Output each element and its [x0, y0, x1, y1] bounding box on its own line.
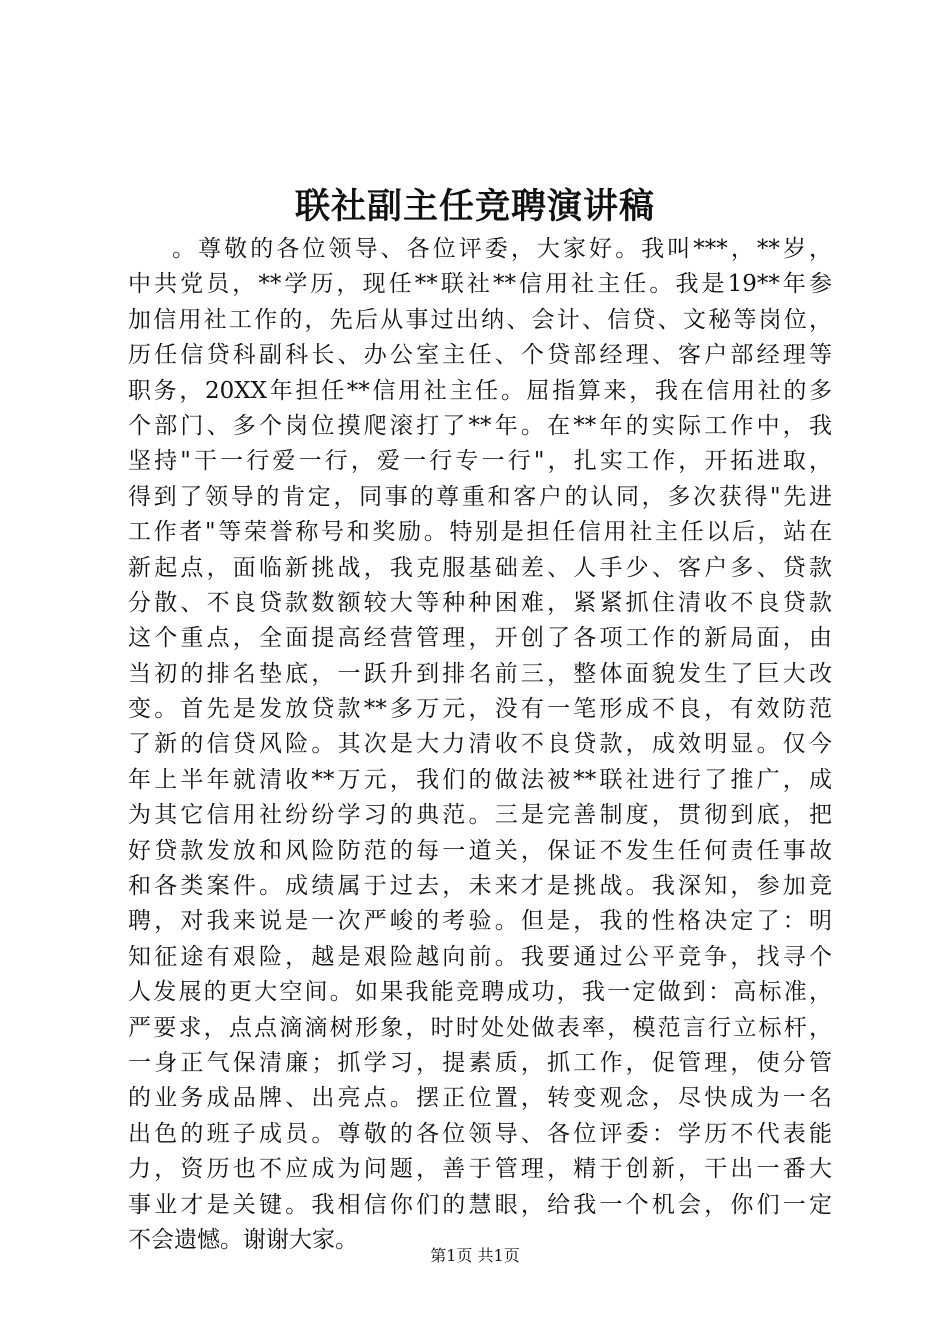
speech-body	[128, 232, 832, 1258]
text-line: 不会遗憾。谢谢大家。	[128, 1226, 358, 1253]
text-line: 为其它信用社纷纷学习的典范。三是完善制度，贯彻到底，把	[128, 802, 832, 829]
text-line: 。尊敬的各位领导、各位评委，大家好。我叫***，**岁，	[172, 236, 832, 262]
page-title: 联社副主任竞聘演讲稿	[294, 186, 655, 227]
text-line: 这个重点，全面提高经营管理，开创了各项工作的新局面，由	[128, 625, 832, 652]
text-line: 出色的班子成员。尊敬的各位领导、各位评委：学历不代表能	[128, 1120, 832, 1147]
text-line: 一身正气保清廉；抓学习，提素质，抓工作，促管理，使分管	[128, 1049, 832, 1076]
text-line: 坚持"干一行爱一行，爱一行专一行"，扎实工作，开拓进取，	[128, 448, 832, 475]
text-line: 人发展的更大空间。如果我能竞聘成功，我一定做到：高标准，	[128, 979, 832, 1006]
text-line: 严要求，点点滴滴树形象，时时处处做表率，模范言行立标杆，	[128, 1014, 832, 1041]
text-line: 和各类案件。成绩属于过去，未来才是挑战。我深知，参加竞	[128, 873, 832, 900]
text-line: 变。首先是发放贷款**多万元，没有一笔形成不良，有效防范	[128, 696, 832, 723]
text-line: 力，资历也不应成为问题，善于管理，精于创新，干出一番大	[128, 1156, 832, 1183]
text-line: 了新的信贷风险。其次是大力清收不良贷款，成效明显。仅今	[128, 731, 832, 758]
text-line: 分散、不良贷款数额较大等种种困难，紧紧抓住清收不良贷款	[128, 589, 832, 616]
text-line: 新起点，面临新挑战，我克服基础差、人手少、客户多、贷款	[128, 554, 832, 581]
text-line: 得到了领导的肯定，同事的尊重和客户的认同，多次获得"先进	[128, 483, 832, 510]
page-footer: 第1页 共1页	[430, 1246, 520, 1265]
text-line: 知征途有艰险，越是艰险越向前。我要通过公平竞争，找寻个	[128, 943, 832, 970]
text-line: 工作者"等荣誉称号和奖励。特别是担任信用社主任以后，站在	[128, 519, 832, 546]
text-line: 好贷款发放和风险防范的每一道关，保证不发生任何责任事故	[128, 837, 832, 864]
text-line: 历任信贷科副科长、办公室主任、个贷部经理、客户部经理等	[128, 342, 832, 369]
text-line: 的业务成品牌、出亮点。摆正位置，转变观念，尽快成为一名	[128, 1085, 832, 1112]
text-line: 聘，对我来说是一次严峻的考验。但是，我的性格决定了：明	[128, 908, 832, 935]
text-line: 个部门、多个岗位摸爬滚打了**年。在**年的实际工作中，我	[128, 412, 832, 439]
text-line: 年上半年就清收**万元，我们的做法被**联社进行了推广，成	[128, 766, 832, 793]
text-line: 职务，20XX年担任**信用社主任。屈指算来，我在信用社的多	[128, 377, 832, 404]
text-line: 事业才是关键。我相信你们的慧眼，给我一个机会，你们一定	[128, 1191, 832, 1218]
text-line: 当初的排名垫底，一跃升到排名前三，整体面貌发生了巨大改	[128, 660, 832, 687]
text-line: 中共党员，**学历，现任**联社**信用社主任。我是19**年参	[128, 271, 832, 298]
text-line: 加信用社工作的，先后从事过出纳、会计、信贷、文秘等岗位，	[128, 306, 832, 333]
